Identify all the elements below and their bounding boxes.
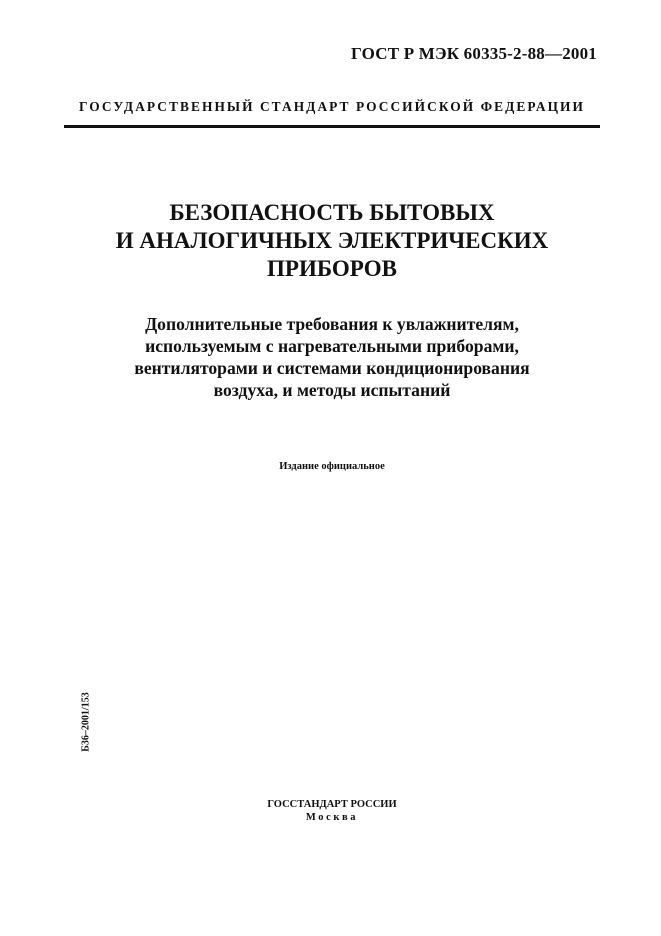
subtitle-line: Дополнительные требования к увлажнителям, [145,314,519,334]
side-code-label: Б36–2001/153 [80,692,92,752]
publisher-name: ГОССТАНДАРТ РОССИИ [267,799,397,810]
subtitle-line: воздуха, и методы испытаний [213,380,451,400]
subtitle-line: вентиляторами и системами кондиционирования [134,358,530,378]
standard-code: ГОСТ Р МЭК 60335-2-88—2001 [351,44,597,63]
edition-label: Издание официальное [279,461,385,472]
title-line: И АНАЛОГИЧНЫХ ЭЛЕКТРИЧЕСКИХ [115,228,549,253]
document-subtitle [64,313,600,401]
title-line: БЕЗОПАСНОСТЬ БЫТОВЫХ [169,200,495,225]
document-title [64,199,600,283]
header-divider [64,125,600,128]
title-line: ПРИБОРОВ [267,256,397,281]
publisher-city: Москва [305,812,359,823]
state-standard-heading: ГОСУДАРСТВЕННЫЙ СТАНДАРТ РОССИЙСКОЙ ФЕДЕРАЦИИ [79,99,585,114]
subtitle-line: используемым с нагревательными приборами, [145,336,519,356]
